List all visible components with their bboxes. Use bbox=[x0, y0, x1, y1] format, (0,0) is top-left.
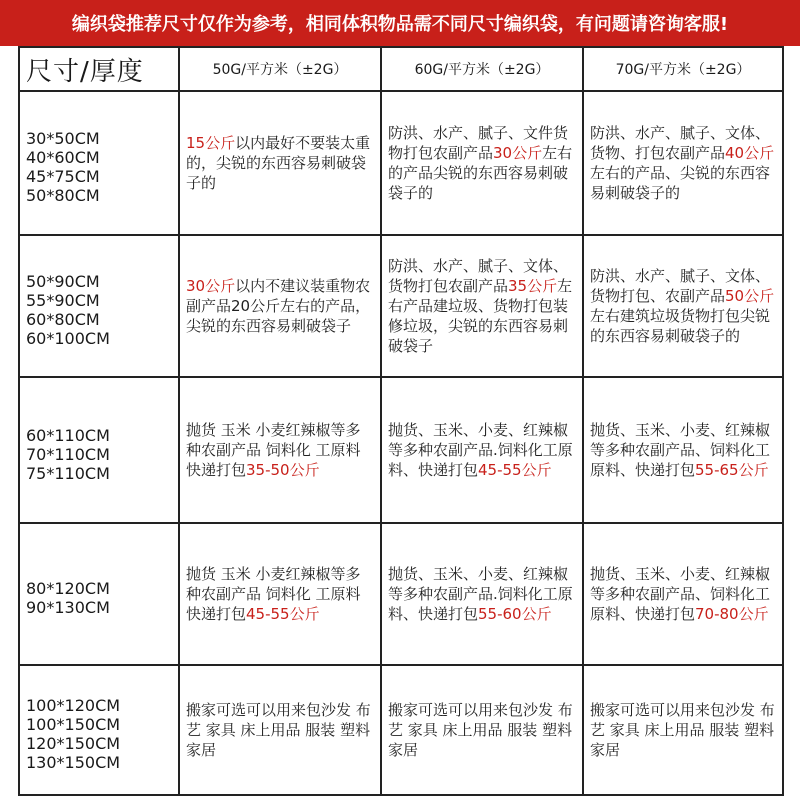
description-cell-70g bbox=[583, 377, 783, 523]
description-cell-70g bbox=[583, 665, 783, 795]
description-cell-50g bbox=[179, 665, 381, 795]
size-cell: 80*120CM 90*130CM bbox=[19, 523, 179, 665]
size-cell: 100*120CM 100*150CM 120*150CM 130*150CM bbox=[19, 665, 179, 795]
size-cell: 50*90CM 55*90CM 60*80CM 60*100CM bbox=[19, 235, 179, 377]
description-text: 搬家可选可以用来包沙发 布艺 家具 床上用品 服装 塑料 家居 bbox=[388, 701, 573, 759]
description-text: 抛货、玉米、小麦、红辣椒等多种农副产品、饲料化工原料、快递打包 bbox=[590, 565, 771, 623]
description-text: 防洪、水产、腻子、文体、货物打包农副产品 bbox=[388, 257, 569, 295]
weight-highlight: 30公斤 bbox=[493, 144, 543, 162]
table-row bbox=[19, 235, 783, 377]
weight-highlight: 55-65公斤 bbox=[695, 461, 769, 479]
description-text: 以内最好不要装太重的，尖锐的东西容易刺破袋子的 bbox=[186, 134, 371, 192]
weight-highlight: 30公斤 bbox=[186, 277, 236, 295]
description-cell-70g bbox=[583, 235, 783, 377]
description-text: 抛货、玉米、小麦、红辣椒等多种农副产品.饲料化工原料、快递打包 bbox=[388, 421, 573, 479]
size-cell: 30*50CM 40*60CM 45*75CM 50*80CM bbox=[19, 91, 179, 235]
weight-highlight: 50公斤 bbox=[725, 287, 775, 305]
weight-highlight: 35公斤 bbox=[508, 277, 558, 295]
weight-highlight: 15公斤 bbox=[186, 134, 236, 152]
weight-highlight: 70-80公斤 bbox=[695, 605, 769, 623]
description-cell-50g bbox=[179, 235, 381, 377]
weight-highlight: 55-60公斤 bbox=[478, 605, 552, 623]
weight-highlight: 45-55公斤 bbox=[478, 461, 552, 479]
notice-banner: 编织袋推荐尺寸仅作为参考，相同体积物品需不同尺寸编织袋，有问题请咨询客服! bbox=[0, 0, 800, 46]
description-cell-50g bbox=[179, 523, 381, 665]
size-cell: 60*110CM 70*110CM 75*110CM bbox=[19, 377, 179, 523]
description-text: 左右建筑垃圾货物打包尖锐的东西容易刺破袋子的 bbox=[590, 307, 771, 345]
size-table bbox=[18, 46, 784, 796]
column-header-50g: 50G/平方米（±2G） bbox=[179, 47, 381, 91]
header-row bbox=[19, 47, 783, 91]
column-header-60g: 60G/平方米（±2G） bbox=[381, 47, 583, 91]
corner-header: 尺寸/厚度 bbox=[19, 47, 179, 91]
description-text: 抛货 玉米 小麦红辣椒等多种农副产品 饲料化 工原料 快递打包 bbox=[186, 421, 361, 479]
table-row bbox=[19, 91, 783, 235]
description-text: 抛货 玉米 小麦红辣椒等多种农副产品 饲料化 工原料 快递打包 bbox=[186, 565, 361, 623]
description-cell-70g bbox=[583, 91, 783, 235]
weight-highlight: 40公斤 bbox=[725, 144, 775, 162]
description-text: 搬家可选可以用来包沙发 布艺 家具 床上用品 服装 塑料 家居 bbox=[590, 701, 775, 759]
description-text: 防洪、水产、腻子、文体、货物、打包农副产品 bbox=[590, 124, 771, 162]
description-cell-60g bbox=[381, 377, 583, 523]
description-text: 搬家可选可以用来包沙发 布艺 家具 床上用品 服装 塑料 家居 bbox=[186, 701, 371, 759]
description-cell-60g bbox=[381, 665, 583, 795]
description-cell-60g bbox=[381, 523, 583, 665]
description-text: 防洪、水产、腻子、文件货物打包农副产品 bbox=[388, 124, 569, 162]
description-text: 防洪、水产、腻子、文体、货物打包、农副产品 bbox=[590, 267, 771, 305]
description-text: 抛货、玉米、小麦、红辣椒等多种农副产品、饲料化工原料、快递打包 bbox=[590, 421, 771, 479]
description-text: 以内不建议装重物农副产品20公斤左右的产品，尖锐的东西容易刺破袋子 bbox=[186, 277, 371, 335]
description-cell-50g bbox=[179, 377, 381, 523]
table-row bbox=[19, 665, 783, 795]
description-cell-60g bbox=[381, 235, 583, 377]
table-row bbox=[19, 523, 783, 665]
column-header-70g: 70G/平方米（±2G） bbox=[583, 47, 783, 91]
weight-highlight: 45-55公斤 bbox=[246, 605, 320, 623]
description-text: 抛货、玉米、小麦、红辣椒等多种农副产品.饲料化工原料、快递打包 bbox=[388, 565, 573, 623]
description-cell-70g bbox=[583, 523, 783, 665]
description-cell-50g bbox=[179, 91, 381, 235]
description-cell-60g bbox=[381, 91, 583, 235]
table-row bbox=[19, 377, 783, 523]
weight-highlight: 35-50公斤 bbox=[246, 461, 320, 479]
description-text: 左右的产品、尖锐的东西容易刺破袋子的 bbox=[590, 164, 771, 202]
description-text: 左右的产品尖锐的东西容易刺破袋子的 bbox=[388, 144, 573, 202]
description-text: 左右产品建垃圾、货物打包装修垃圾，尖锐的东西容易刺破袋子 bbox=[388, 277, 573, 355]
